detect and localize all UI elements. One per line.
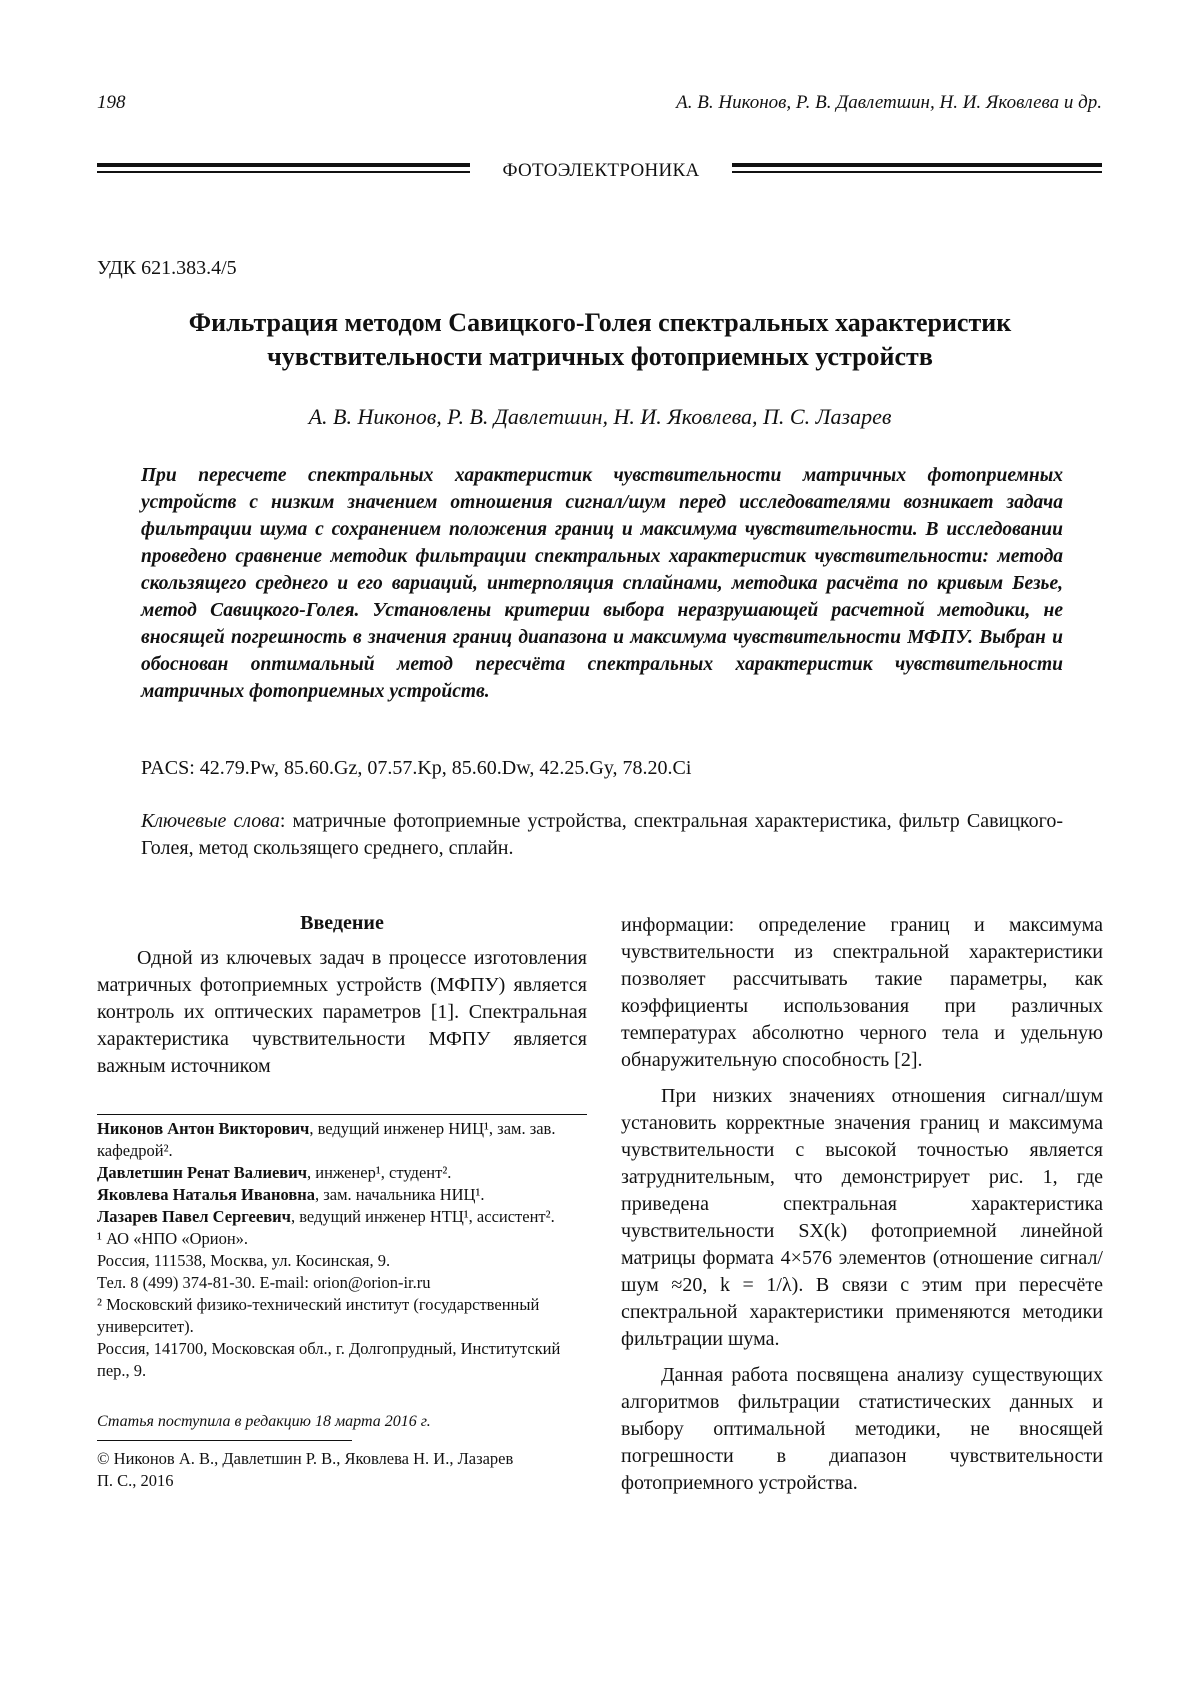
- keywords: [141, 808, 1063, 862]
- keywords-label: Ключевые слова: [141, 810, 280, 832]
- author-2-role: , инженер¹, студент².: [307, 1163, 452, 1182]
- section-rule-left: [97, 163, 470, 173]
- footnote-org-2: ² Московский физико-технический институт (государственный университет).: [97, 1295, 540, 1336]
- footnote-author-3: [97, 1184, 587, 1206]
- footnote-author-2: [97, 1162, 587, 1184]
- author-2-name: Давлетшин Ренат Валиевич: [97, 1163, 308, 1182]
- intro-paragraph-1-continued: информации: определение границ и максимума чувствительности из спектральной характеристики позволяет рассчитывать такие параметры, как коэффициенты использования при различных температурах абсолютно черного тела и удельную обнаружительную способность [2].: [621, 914, 1103, 1071]
- intro-paragraph-2: При низких значениях отношения сигнал/шум установить корректные значения границ и максимума чувствительности с высокой точностью является затруднительным, что демонстрирует рис. 1, где приведена спектральная характеристика чувствительности SX(k) фотоприемной линейной матрицы формата 4×576 элементов (отношение сигнал/шум ≈20, k = 1/λ). В связи с этим при пересчёте спектральной характеристики применяются методики фильтрации шума.: [621, 1085, 1103, 1350]
- page-number: 198: [97, 92, 126, 113]
- copyright: © Никонов А. В., Давлетшин Р. В., Яковлева Н. И., Лазарев П. С., 2016: [97, 1449, 514, 1490]
- right-column: [621, 912, 1103, 1497]
- author-1-name: Никонов Антон Викторович: [97, 1119, 310, 1138]
- pacs-codes: PACS: 42.79.Pw, 85.60.Gz, 07.57.Kp, 85.60.Dw, 42.25.Gy, 78.20.Ci: [141, 757, 692, 779]
- abstract: При пересчете спектральных характеристик чувствительности матричных фотоприемных устройств с низким значением отношения сигнал/шум перед исследователями возникает задача фильтрации шума с сохранением положения границ и максимума чувствительности. В исследовании проведено сравнение методик фильтрации спектральных характеристик чувствительности: метода скользящего среднего и его вариаций, интерполяция сплайнами, методика расчёта по кривым Безье, метод Савицкого-Голея. Установлены критерии выбора неразрушающей расчетной методики, не вносящей погрешность в значения границ диапазона и максимума чувствительности МФПУ. Выбран и обоснован оптимальный метод пересчёта спектральных характеристик чувствительности матричных фотоприемных устройств.: [141, 465, 1063, 702]
- received-date: Статья поступила в редакцию 18 марта 2016 г.: [97, 1413, 431, 1430]
- author-4-name: Лазарев Павел Сергеевич: [97, 1207, 291, 1226]
- article-authors: А. В. Никонов, Р. В. Давлетшин, Н. И. Яковлева, П. С. Лазарев: [308, 404, 892, 429]
- keywords-text: : матричные фотоприемные устройства, спектральная характеристика, фильтр Савицкого-Голея, метод скользящего среднего, сплайн.: [141, 810, 1063, 859]
- section-title: ФОТОЭЛЕКТРОНИКА: [502, 160, 700, 181]
- running-authors: А. В. Никонов, Р. В. Давлетшин, Н. И. Яковлева и др.: [676, 92, 1102, 113]
- author-3-role: , зам. начальника НИЦ¹.: [315, 1185, 485, 1204]
- footnote-org-2-address: Россия, 141700, Московская обл., г. Долгопрудный, Институтский пер., 9.: [97, 1339, 561, 1380]
- footnote-org-1-address: Россия, 111538, Москва, ул. Косинская, 9.: [97, 1251, 391, 1270]
- footnote-rule: [97, 1114, 587, 1115]
- intro-paragraph-1: Одной из ключевых задач в процессе изготовления матричных фотоприемных устройств (МФПУ) является контроль их оптических параметров [1]. Спектральная характеристика чувствительности МФПУ является важным источником: [97, 947, 587, 1077]
- footnote-author-4: [97, 1206, 587, 1228]
- copyright-rule: [97, 1440, 352, 1441]
- author-footnotes: [97, 1118, 587, 1382]
- footnote-author-1: [97, 1118, 587, 1162]
- intro-heading: Введение: [300, 912, 384, 934]
- udk-code: УДК 621.383.4/5: [97, 257, 237, 279]
- article-title: Фильтрация методом Савицкого-Голея спектральных характеристик чувствительности матричных фотоприемных устройств: [188, 308, 1012, 371]
- left-column: [97, 912, 587, 1080]
- author-3-name: Яковлева Наталья Ивановна: [97, 1185, 316, 1204]
- author-4-role: , ведущий инженер НТЦ¹, ассистент².: [290, 1207, 555, 1226]
- footnote-org-1-contact: Тел. 8 (499) 374-81-30. E-mail: orion@orion-ir.ru: [97, 1273, 431, 1292]
- footnote-org-1: ¹ АО «НПО «Орион».: [97, 1229, 249, 1248]
- intro-paragraph-3: Данная работа посвящена анализу существующих алгоритмов фильтрации статистических данных и выбору оптимальной методики, не вносящей погрешности в диапазон чувствительности фотоприемного устройства.: [621, 1364, 1103, 1494]
- author-1-role: , ведущий инженер НИЦ¹, зам. зав. кафедрой².: [97, 1119, 556, 1160]
- section-rule-right: [732, 163, 1102, 173]
